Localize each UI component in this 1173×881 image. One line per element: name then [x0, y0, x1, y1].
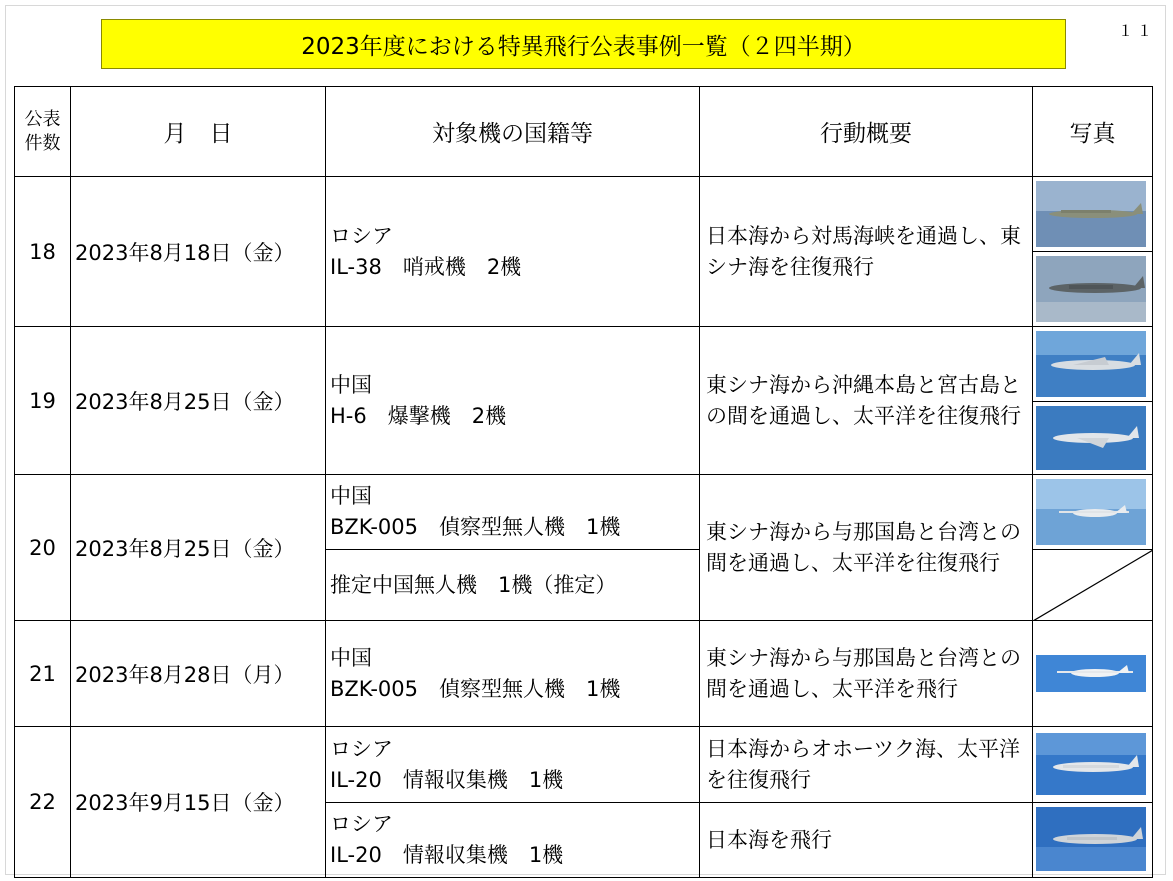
no-photo-cell [1033, 550, 1153, 621]
row-date: 2023年8月25日（金） [71, 475, 326, 621]
row-number: 21 [15, 621, 71, 727]
row-date: 2023年8月25日（金） [71, 327, 326, 475]
table-row [15, 475, 1153, 550]
row-aircraft: 中国 BZK-005 偵察型無人機 1機 [326, 621, 700, 727]
aircraft-photo [1033, 621, 1153, 727]
aircraft-photo [1033, 402, 1153, 475]
row-aircraft: 中国 H-6 爆撃機 2機 [326, 327, 700, 475]
incident-table [14, 86, 1153, 878]
row-aircraft: 推定中国無人機 1機（推定） [326, 550, 700, 621]
aircraft-photo [1033, 727, 1153, 803]
header-photo: 写真 [1033, 87, 1153, 177]
page-number: １１ [1118, 22, 1157, 40]
header-aircraft: 対象機の国籍等 [326, 87, 700, 177]
header-action: 行動概要 [700, 87, 1033, 177]
table-row [15, 177, 1153, 252]
row-action: 東シナ海から沖縄本島と宮古島との間を通過し、太平洋を往復飛行 [700, 327, 1033, 475]
row-aircraft: ロシア IL-38 哨戒機 2機 [326, 177, 700, 327]
row-action: 日本海からオホーツク海、太平洋を往復飛行 [700, 727, 1033, 803]
header-date: 月 日 [71, 87, 326, 177]
row-number: 22 [15, 727, 71, 878]
aircraft-photo [1033, 475, 1153, 550]
row-date: 2023年9月15日（金） [71, 727, 326, 878]
row-action: 日本海から対馬海峡を通過し、東シナ海を往復飛行 [700, 177, 1033, 327]
row-number: 20 [15, 475, 71, 621]
aircraft-photo [1033, 327, 1153, 402]
header-row [15, 87, 1153, 177]
header-count: 公表 件数 [15, 87, 71, 177]
row-number: 18 [15, 177, 71, 327]
aircraft-photo [1033, 803, 1153, 878]
aircraft-photo [1033, 252, 1153, 327]
row-action: 東シナ海から与那国島と台湾との間を通過し、太平洋を飛行 [700, 621, 1033, 727]
table-row [15, 727, 1153, 803]
row-number: 19 [15, 327, 71, 475]
row-aircraft: ロシア IL-20 情報収集機 1機 [326, 803, 700, 878]
page-title: 2023年度における特異飛行公表事例一覧（２四半期） [101, 19, 1066, 69]
table-row [15, 621, 1153, 727]
table-row [15, 327, 1153, 402]
aircraft-photo [1033, 177, 1153, 252]
row-action: 東シナ海から与那国島と台湾との間を通過し、太平洋を往復飛行 [700, 475, 1033, 621]
row-date: 2023年8月18日（金） [71, 177, 326, 327]
row-date: 2023年8月28日（月） [71, 621, 326, 727]
row-aircraft: ロシア IL-20 情報収集機 1機 [326, 727, 700, 803]
row-aircraft: 中国 BZK-005 偵察型無人機 1機 [326, 475, 700, 550]
row-action: 日本海を飛行 [700, 803, 1033, 878]
